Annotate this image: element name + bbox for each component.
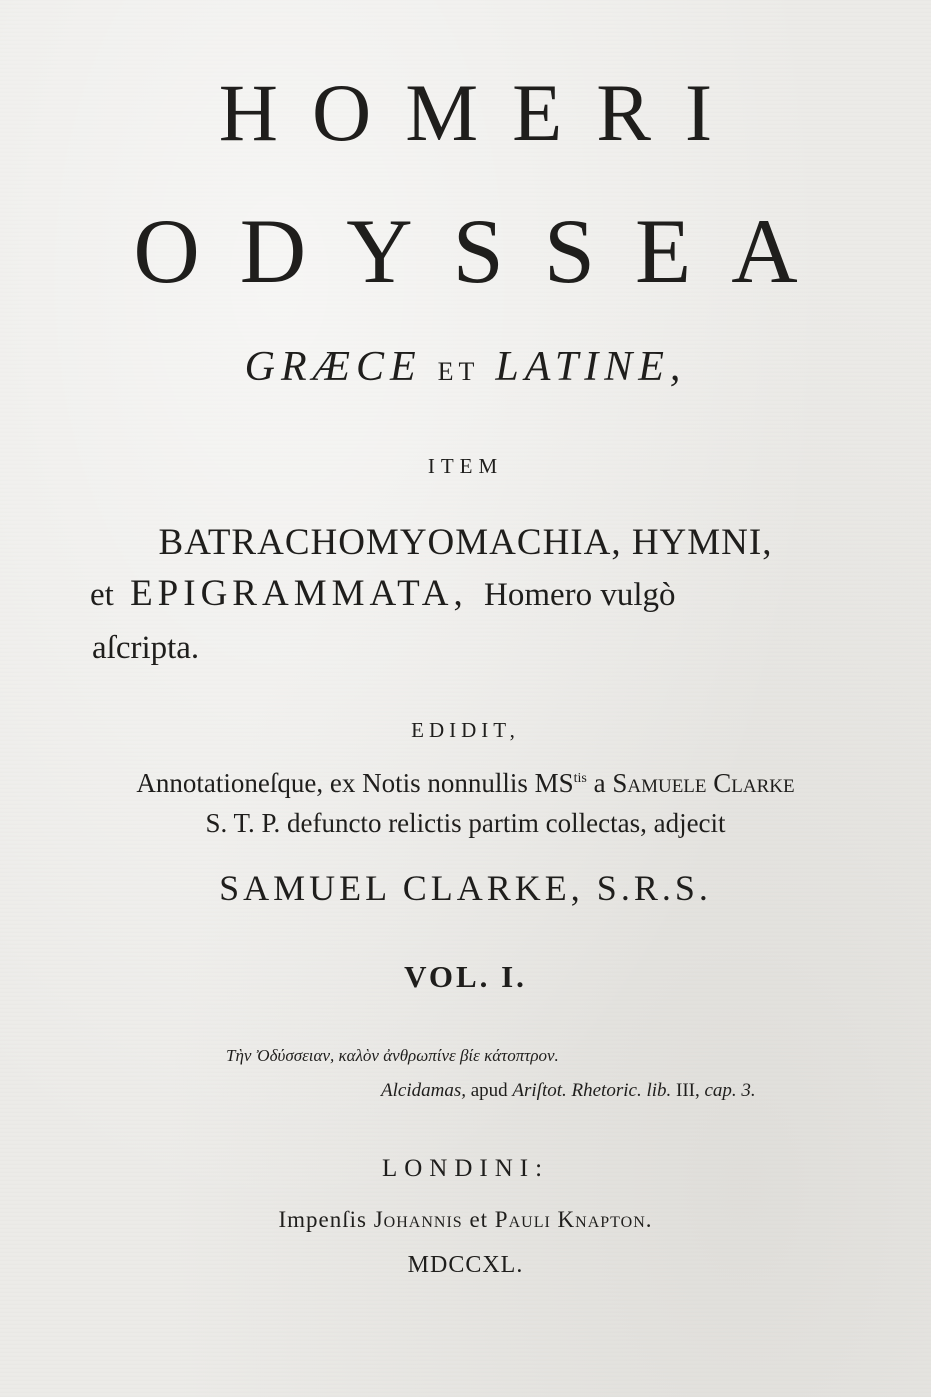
place-londini: LONDINI: [381,1155,550,1182]
subtitle-graece: GRÆCE [244,344,422,390]
year-mdccxl: MDCCXL. [407,1252,524,1278]
publisher-prefix: Impenſis [278,1207,374,1232]
epigrammata-caps: EPIGRAMMATA, [130,573,468,614]
epigraph-author: Alcidamas, [381,1080,466,1101]
publisher-mid: et [462,1207,495,1232]
publisher-line [0,1208,931,1231]
subtitle-graece-et-latine [0,346,931,388]
title-homeri: HOMERI [218,67,747,158]
annotation-text: Annotationeſque, ex Notis nonnullis MS [136,768,574,798]
annotation-line [0,770,931,797]
epigraph-apud: apud [465,1080,513,1101]
epigraph-greek: Τὴν Ὀδύσσειαν, καλὸν ἀνθρωπίνε βίε κάτοπτρον. [226,1046,559,1065]
epigrammata-suffix: Homero vulgò [483,577,676,613]
volume-label: VOL. I. [404,959,527,994]
subtitle-et: ET [437,357,480,386]
editor-name: SAMUEL CLARKE, S.R.S. [219,868,712,908]
subtitle-latine: LATINE, [495,344,687,390]
edidit-label: EDIDIT, [411,718,520,742]
publisher-name1: Johannis [373,1207,463,1232]
item-label: ITEM [427,454,504,478]
epigraph-citation [381,1081,756,1100]
ascripta-line: aſcripta. [92,630,200,666]
annotation-superscript: tis [573,771,587,786]
title-odyssea: ODYSSEA [133,200,838,302]
epigraph-book: III, [671,1080,705,1101]
epigrammata-prefix: et [90,577,114,613]
epigraph-work: Ariſtot. Rhetoric. lib. [512,1080,672,1101]
stp-line: S. T. P. defuncto relictis partim collectas, adjecit [205,808,726,838]
batrachomyomachia-line: BATRACHOMYOMACHIA, HYMNI, [158,522,773,563]
publisher-name2: Pauli Knapton. [494,1207,653,1232]
epigraph-chapter: cap. 3. [704,1080,756,1101]
annotation-name: Samuele Clarke [612,768,795,798]
annotation-mid: a [586,768,613,798]
epigrammata-line [90,575,850,612]
